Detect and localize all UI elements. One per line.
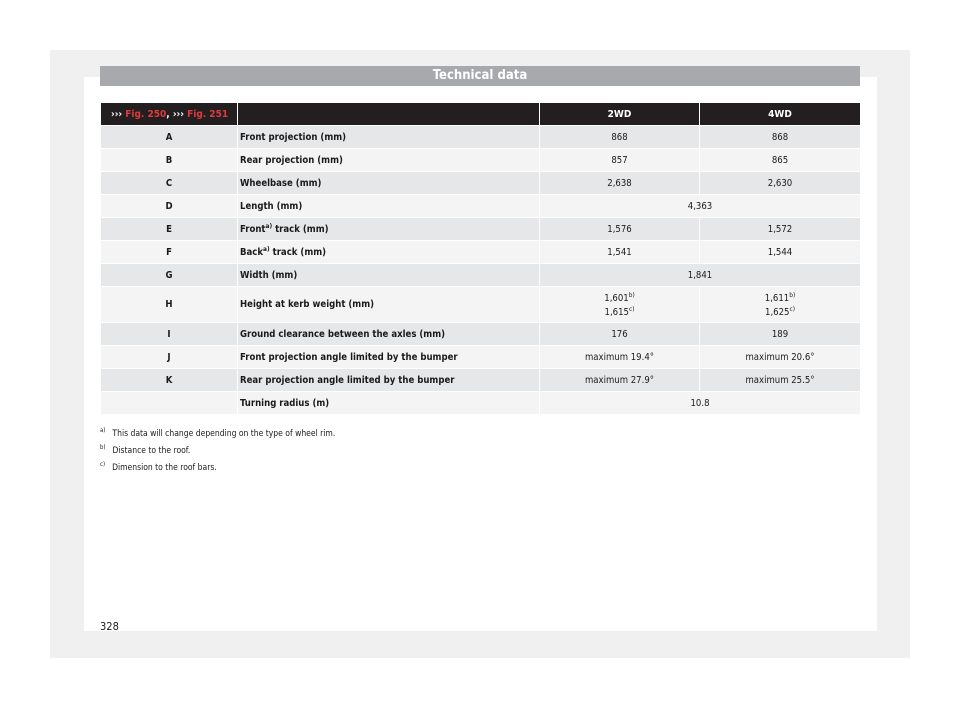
row-key: H xyxy=(101,287,238,323)
row-key: F xyxy=(101,241,238,264)
row-key: E xyxy=(101,218,238,241)
fig-251-link[interactable]: Fig. 251 xyxy=(187,108,229,120)
value-4wd: maximum 20.6° xyxy=(700,346,861,369)
row-description: Back$^{a)}$ track (mm) xyxy=(238,241,540,264)
header-empty xyxy=(238,103,540,126)
value-2wd: 176 xyxy=(540,323,700,346)
value-4wd: 868 xyxy=(700,126,861,149)
value-2wd: 857 xyxy=(540,149,700,172)
value-4wd: 1,572 xyxy=(700,218,861,241)
table-row xyxy=(101,369,861,392)
row-key: I xyxy=(101,323,238,346)
table-row xyxy=(101,241,861,264)
row-description: Turning radius (m) xyxy=(238,392,540,415)
table-row xyxy=(101,287,861,323)
chevron-icon: ››› xyxy=(111,108,123,120)
row-key: G xyxy=(101,264,238,287)
table-row xyxy=(101,172,861,195)
table-row xyxy=(101,323,861,346)
row-key: K xyxy=(101,369,238,392)
chevron-icon: ››› xyxy=(172,108,184,120)
row-description: Front projection angle limited by the bumper xyxy=(238,346,540,369)
header-2wd: 2WD xyxy=(540,103,700,126)
value-2wd: maximum 27.9° xyxy=(540,369,700,392)
value-2wd: 2,638 xyxy=(540,172,700,195)
row-key: D xyxy=(101,195,238,218)
row-description: Rear projection angle limited by the bumper xyxy=(238,369,540,392)
footnote-ref: a) xyxy=(263,245,270,254)
value-4wd: maximum 25.5° xyxy=(700,369,861,392)
value-both: 1,841 xyxy=(540,264,861,287)
row-description: Front projection (mm) xyxy=(238,126,540,149)
table-row xyxy=(101,392,861,415)
value-4wd: 189 xyxy=(700,323,861,346)
row-description: Rear projection (mm) xyxy=(238,149,540,172)
value-4wd: 1,611$^{b)}$ 1,625$^{c)}$ xyxy=(700,287,861,323)
value-both: 4,363 xyxy=(540,195,861,218)
figure-reference xyxy=(101,103,238,126)
fig-250-link[interactable]: Fig. 250 xyxy=(125,108,167,120)
table-row xyxy=(101,126,861,149)
row-description: Ground clearance between the axles (mm) xyxy=(238,323,540,346)
table-row xyxy=(101,346,861,369)
row-key: J xyxy=(101,346,238,369)
table-header-row xyxy=(101,103,861,126)
row-key: B xyxy=(101,149,238,172)
row-key: A xyxy=(101,126,238,149)
table-row xyxy=(101,264,861,287)
header-4wd: 4WD xyxy=(700,103,861,126)
row-description: Front$^{a)}$ track (mm) xyxy=(238,218,540,241)
value-2wd: 1,541 xyxy=(540,241,700,264)
row-key: C xyxy=(101,172,238,195)
value-2wd: 1,601$^{b)}$ 1,615$^{c)}$ xyxy=(540,287,700,323)
table-row xyxy=(101,195,861,218)
value-2wd: maximum 19.4° xyxy=(540,346,700,369)
row-description: Wheelbase (mm) xyxy=(238,172,540,195)
value-both: 10.8 xyxy=(540,392,861,415)
table-row xyxy=(101,218,861,241)
table-row xyxy=(101,149,861,172)
value-4wd: 2,630 xyxy=(700,172,861,195)
footnotes xyxy=(100,423,840,474)
footnote-ref: a) xyxy=(265,222,273,231)
section-title: Technical data xyxy=(100,66,860,86)
value-4wd: 1,544 xyxy=(700,241,861,264)
separator: , xyxy=(166,108,173,120)
value-2wd: 868 xyxy=(540,126,700,149)
row-description: Length (mm) xyxy=(238,195,540,218)
footnote: $^{b)}$ Distance to the roof. xyxy=(100,444,191,456)
row-description: Height at kerb weight (mm) xyxy=(238,287,540,323)
technical-data-table xyxy=(100,102,861,415)
value-2wd: 1,576 xyxy=(540,218,700,241)
value-4wd: 865 xyxy=(700,149,861,172)
footnote: $^{a)}$ This data will change depending on the type of wheel rim. xyxy=(100,427,336,439)
row-key xyxy=(101,392,238,415)
row-description: Width (mm) xyxy=(238,264,540,287)
page-number: 328 xyxy=(100,620,119,633)
footnote: $^{c)}$ Dimension to the roof bars. xyxy=(100,461,217,473)
